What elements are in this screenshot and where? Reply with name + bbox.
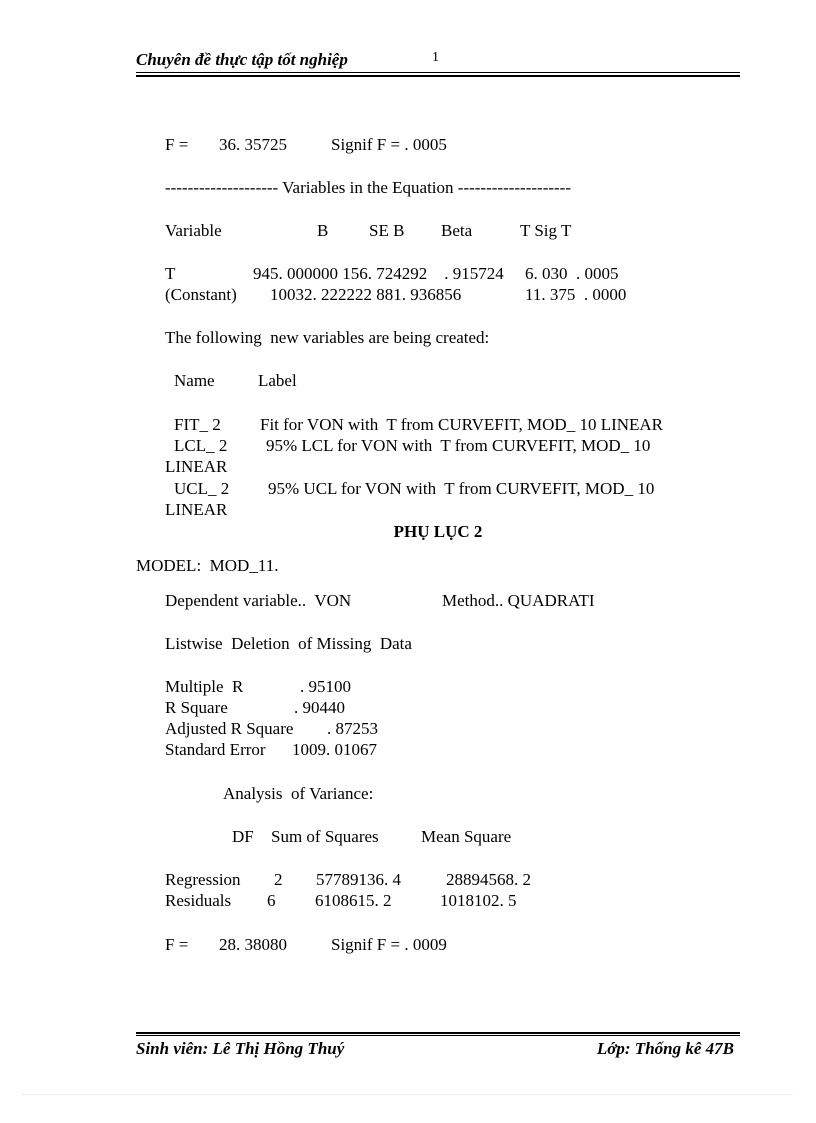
header-title: Chuyên đề thực tập tốt nghiệp xyxy=(136,50,348,69)
row-values-t: 945. 000000 156. 724292 . 915724 6. 030 . 0005 xyxy=(253,264,619,283)
dependent-variable: Dependent variable.. VON xyxy=(165,591,352,610)
stat-label-r-square: R Square xyxy=(165,698,228,717)
stat-label-standard-error: Standard Error xyxy=(165,740,266,759)
var-name-lcl: LCL_ 2 xyxy=(174,436,228,455)
anova-col-df: DF xyxy=(232,827,254,846)
stat-value-adjusted-r-square: . 87253 xyxy=(327,719,378,738)
footer-rule-thick xyxy=(136,1032,740,1034)
appendix-title: PHỤ LỤC 2 xyxy=(393,522,483,541)
f-label-1: F = xyxy=(165,135,189,154)
method: Method.. QUADRATI xyxy=(442,591,595,610)
stat-label-multiple-r: Multiple R xyxy=(165,677,244,696)
model-line: MODEL: MOD_11. xyxy=(136,556,279,575)
anova-row-label: Residuals xyxy=(165,891,232,910)
row-name-constant: (Constant) xyxy=(165,285,237,304)
row-name-t: T xyxy=(165,264,176,283)
listwise-deletion: Listwise Deletion of Missing Data xyxy=(165,634,412,653)
f-label-2: F = xyxy=(165,935,189,954)
label-header: Label xyxy=(258,371,297,390)
stat-value-multiple-r: . 95100 xyxy=(300,677,351,696)
stat-value-standard-error: 1009. 01067 xyxy=(292,740,377,759)
row-values-constant: 10032. 222222 881. 936856 11. 375 . 0000 xyxy=(270,285,627,304)
stat-value-r-square: . 90440 xyxy=(294,698,345,717)
page-edge-divider xyxy=(22,1094,794,1095)
footer-student: Sinh viên: Lê Thị Hồng Thuý xyxy=(136,1039,345,1058)
var-name-ucl: UCL_ 2 xyxy=(174,479,230,498)
var-label-fit: Fit for VON with T from CURVEFIT, MOD_ 10 LINEAR xyxy=(260,415,664,434)
footer-class: Lớp: Thống kê 47B xyxy=(596,1039,734,1058)
stat-label-adjusted-r-square: Adjusted R Square xyxy=(165,719,294,738)
anova-row-ss: 6108615. 2 xyxy=(315,891,392,910)
f-value-2: 28. 38080 xyxy=(219,935,287,954)
anova-row-df: 6 xyxy=(267,891,276,910)
footer-rule-thin xyxy=(136,1035,740,1036)
signif-f-2: Signif F = . 0009 xyxy=(331,935,447,954)
header-rule-thin xyxy=(136,72,740,73)
anova-row-ss: 57789136. 4 xyxy=(316,870,401,889)
anova-col-ms: Mean Square xyxy=(421,827,512,846)
header-rule-thick xyxy=(136,75,740,77)
var-label-lcl: 95% LCL for VON with T from CURVEFIT, MOD_ 10 xyxy=(266,436,651,455)
var-label-ucl: 95% UCL for VON with T from CURVEFIT, MOD_ 10 xyxy=(268,479,655,498)
col-variable: Variable xyxy=(165,221,222,240)
signif-f-1: Signif F = . 0005 xyxy=(331,135,447,154)
anova-row-df: 2 xyxy=(274,870,283,889)
anova-col-ss: Sum of Squares xyxy=(271,827,379,846)
anova-row-ms: 1018102. 5 xyxy=(440,891,517,910)
var-label-lcl-cont: LINEAR xyxy=(165,457,228,476)
anova-title: Analysis of Variance: xyxy=(223,784,374,803)
col-seb: SE B xyxy=(369,221,405,240)
col-b: B xyxy=(317,221,329,240)
new-vars-text: The following new variables are being created: xyxy=(165,328,490,347)
page-number: 1 xyxy=(432,50,439,65)
name-header: Name xyxy=(174,371,215,390)
col-beta: Beta xyxy=(441,221,473,240)
anova-row-label: Regression xyxy=(165,870,241,889)
anova-row-ms: 28894568. 2 xyxy=(446,870,531,889)
var-label-ucl-cont: LINEAR xyxy=(165,500,228,519)
f-value-1: 36. 35725 xyxy=(219,135,287,154)
col-tsig: T Sig T xyxy=(520,221,572,240)
var-name-fit: FIT_ 2 xyxy=(174,415,221,434)
equation-heading: -------------------- Variables in the Equation -------------------- xyxy=(165,178,572,197)
